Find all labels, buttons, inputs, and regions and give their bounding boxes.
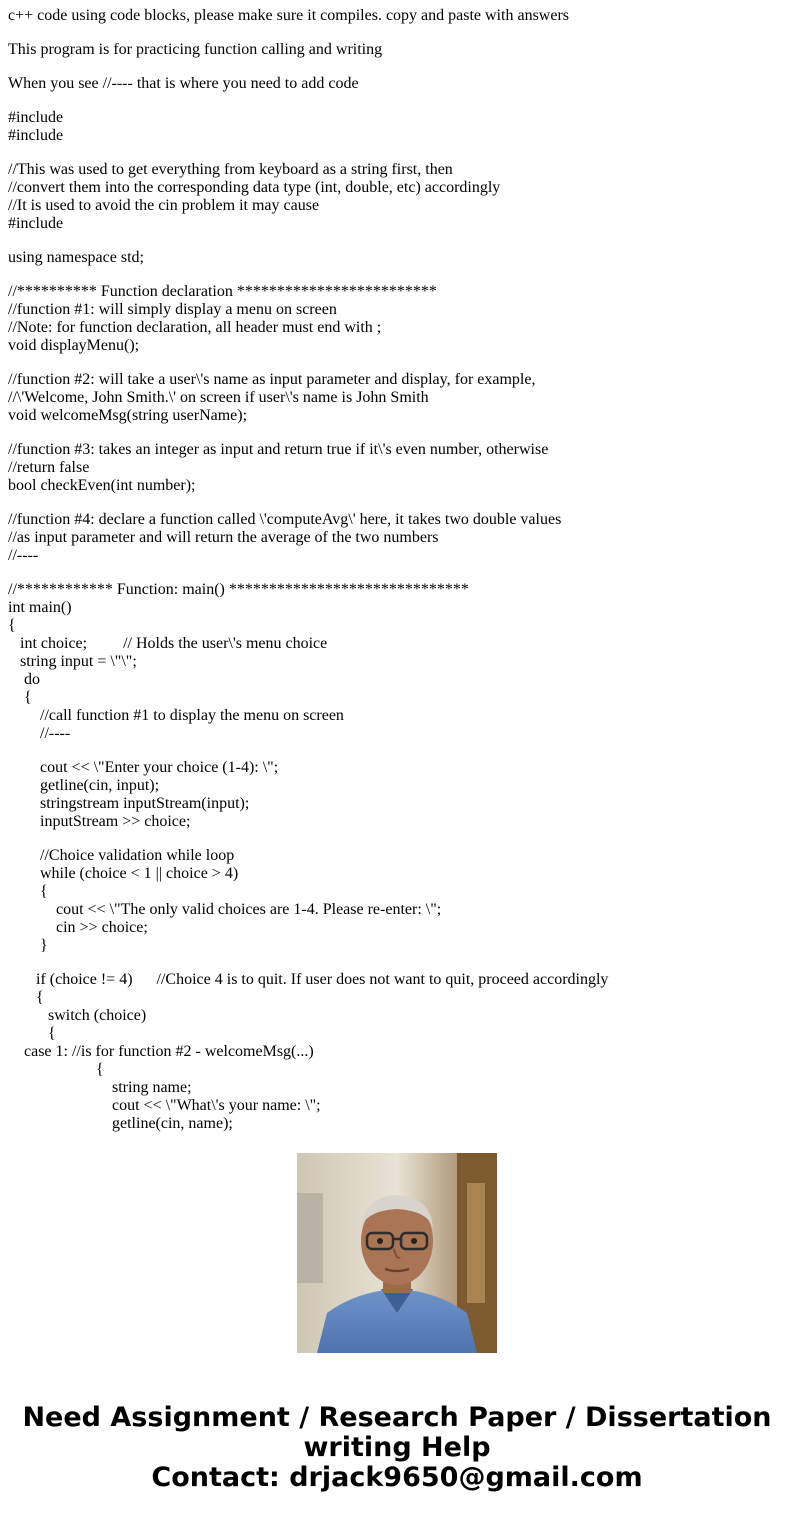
- document-line: int choice; // Holds the user\'s menu choice: [8, 635, 328, 652]
- help-banner: [0, 1403, 794, 1493]
- document-paragraph: [8, 441, 788, 495]
- document-paragraph: [8, 283, 788, 355]
- document-paragraph: [8, 581, 788, 743]
- document-line: //********** Function declaration *************************: [8, 283, 437, 300]
- document-line: cout << \"The only valid choices are 1-4. Please re-enter: \";: [8, 901, 442, 918]
- document-line: cin >> choice;: [8, 919, 148, 936]
- document-line: bool checkEven(int number);: [8, 477, 196, 494]
- document-line: inputStream >> choice;: [8, 813, 191, 830]
- question-document: [8, 7, 788, 1132]
- document-paragraph: [8, 7, 788, 25]
- document-paragraph: [8, 41, 788, 59]
- document-line: c++ code using code blocks, please make sure it compiles. copy and paste with answers: [8, 7, 569, 24]
- document-line: //convert them into the corresponding data type (int, double, etc) accordingly: [8, 179, 501, 196]
- document-line: int main(): [8, 599, 72, 616]
- document-paragraph: [8, 249, 788, 267]
- document-line: {: [8, 1061, 104, 1078]
- document-line: string input = \"\";: [8, 653, 137, 670]
- document-line: if (choice != 4) //Choice 4 is to quit. If user does not want to quit, proceed accordingly: [8, 971, 609, 988]
- document-line: {: [8, 617, 16, 634]
- document-paragraph: [8, 847, 788, 955]
- document-line: //Choice validation while loop: [8, 847, 235, 864]
- document-line: using namespace std;: [8, 249, 144, 266]
- document-line: //function #4: declare a function called \'computeAvg\' here, it takes two double values: [8, 511, 562, 528]
- document-paragraph: [8, 75, 788, 93]
- document-line: getline(cin, input);: [8, 777, 160, 794]
- banner-line-2: writing Help: [303, 1432, 491, 1463]
- document-line: #include: [8, 215, 64, 232]
- avatar-photo: [297, 1153, 497, 1353]
- person-photo-icon: [297, 1153, 497, 1353]
- document-line: cout << \"Enter your choice (1-4): \";: [8, 759, 279, 776]
- document-line: //It is used to avoid the cin problem it may cause: [8, 197, 320, 214]
- document-line: case 1: //is for function #2 - welcomeMsg(...): [8, 1043, 314, 1060]
- document-line: stringstream inputStream(input);: [8, 795, 250, 812]
- document-line: string name;: [8, 1079, 192, 1096]
- banner-contact-line: Contact: drjack9650@gmail.com: [151, 1462, 643, 1493]
- document-paragraph: [8, 109, 788, 145]
- document-line: //function #3: takes an integer as input and return true if it\'s even number, otherwise: [8, 441, 549, 458]
- document-line: }: [8, 937, 48, 954]
- document-line: switch (choice): [8, 1007, 147, 1024]
- document-line: //This was used to get everything from keyboard as a string first, then: [8, 161, 453, 178]
- document-paragraph: [8, 971, 788, 1133]
- document-line: #include: [8, 127, 64, 144]
- document-line: {: [8, 1025, 56, 1042]
- document-line: //----: [8, 725, 71, 742]
- document-line: void displayMenu();: [8, 337, 140, 354]
- document-line: //return false: [8, 459, 90, 476]
- document-paragraph: [8, 371, 788, 425]
- document-line: //function #2: will take a user\'s name as input parameter and display, for example,: [8, 371, 536, 388]
- document-line: {: [8, 689, 32, 706]
- document-line: {: [8, 883, 48, 900]
- document-line: This program is for practicing function calling and writing: [8, 41, 383, 58]
- document-paragraph: [8, 511, 788, 565]
- banner-line-1: Need Assignment / Research Paper / Dissertation: [22, 1402, 772, 1433]
- document-line: #include: [8, 109, 64, 126]
- document-line: getline(cin, name);: [8, 1115, 233, 1132]
- document-line: //as input parameter and will return the average of the two numbers: [8, 529, 439, 546]
- document-paragraph: [8, 759, 788, 831]
- document-paragraph: [8, 161, 788, 233]
- document-line: do: [8, 671, 40, 688]
- document-line: void welcomeMsg(string userName);: [8, 407, 248, 424]
- document-line: //************ Function: main() ******************************: [8, 581, 469, 598]
- document-line: //Note: for function declaration, all header must end with ;: [8, 319, 382, 336]
- document-line: //\'Welcome, John Smith.\' on screen if user\'s name is John Smith: [8, 389, 429, 406]
- document-line: while (choice < 1 || choice > 4): [8, 865, 239, 882]
- document-line: //call function #1 to display the menu on screen: [8, 707, 344, 724]
- document-line: //function #1: will simply display a menu on screen: [8, 301, 337, 318]
- document-line: cout << \"What\'s your name: \";: [8, 1097, 321, 1114]
- document-line: //----: [8, 547, 39, 564]
- document-line: When you see //---- that is where you need to add code: [8, 75, 359, 92]
- document-line: {: [8, 989, 44, 1006]
